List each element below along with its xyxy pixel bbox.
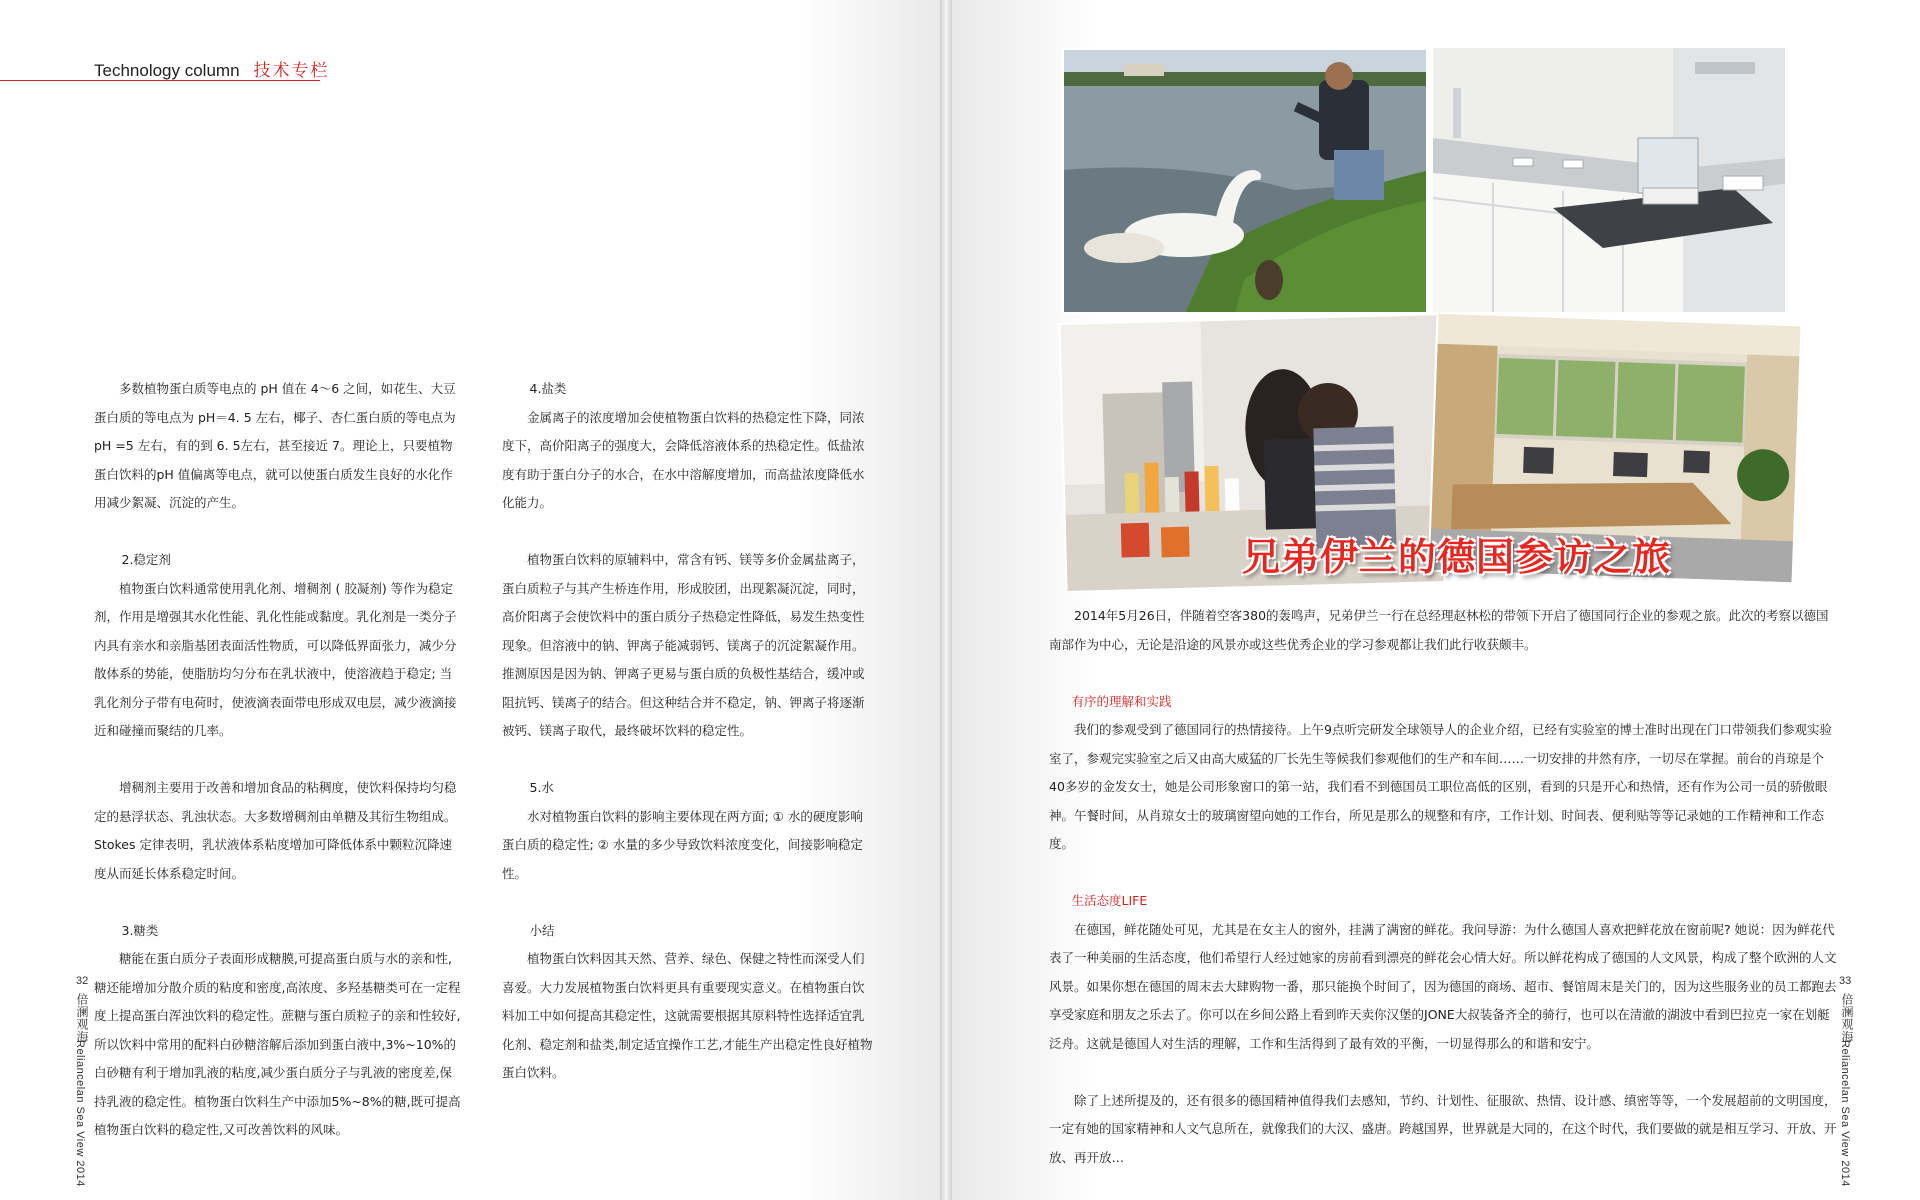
left-column-2 (502, 375, 874, 1088)
paragraph-spacer (1049, 1058, 1839, 1087)
body-paragraph: 我们的参观受到了德国同行的热情接待。上午9点听完研发全球领导人的企业介绍，已经有实验室的博士准时出现在门口带领我们参观实验室了，参观完实验室之后又由高大威猛的厂长先生等候我们参观他们的生产和车间……一切安排的井然有序，一切尽在掌握。前台的肖琼是个40多岁的金发女士，她是公司形象窗口的第一站，我们看不到德国员工职位高低的区别，看到的只是开心和热情，还有作为公司一员的骄傲眼神。午餐时间，从肖琼女士的玻璃窗望向她的工作台，所见是那么的规整和有序，工作计划、时间表、便利贴等等记录她的工作精神和工作态度。 (1049, 722, 1832, 851)
section-heading: 生活态度LIFE (1071, 893, 1148, 908)
side-label-en-left: Reliancelan Sea View 2014 (74, 1040, 86, 1187)
left-column-1 (94, 375, 464, 1145)
paragraph-spacer (1049, 659, 1839, 688)
section-subheading: 2.稳定剂 (121, 552, 171, 567)
left-page (0, 0, 940, 1200)
section-subheading: 5.水 (529, 780, 554, 795)
body-paragraph: 除了上述所提及的，还有很多的德国精神值得我们去感知，节约、计划性、征服欲、热情、设计感、缜密等等，一个发展超前的文明国度，一定有她的国家精神和人文气息所在，就像我们的大汉、盛唐。跨越国界，世界就是大同的，在这个时代，我们要做的就是相互学习、开放、开放、再开放… (1049, 1092, 1837, 1165)
right-page (952, 0, 1920, 1200)
column-header (94, 56, 330, 81)
section-subheading: 小结 (529, 922, 555, 938)
paragraph-spacer (94, 518, 464, 547)
body-paragraph: 植物蛋白饮料因其天然、营养、绿色、保健之特性而深受人们喜爱。大力发展植物蛋白饮料更具有重要现实意义。在植物蛋白饮料加工中如何提高其稳定性，这就需要根据其原料特性选择适宜乳化剂、稳定剂和盐类,制定适宜操作工艺,才能生产出稳定性良好植物蛋白饮料。 (502, 951, 873, 1080)
body-paragraph: 增稠剂主要用于改善和增加食品的粘稠度，使饮料保持均匀稳定的悬浮状态、乳浊状态。大多数增稠剂由单糖及其衍生物组成。Stokes 定律表明，乳状液体系粘度增加可降低体系中颗粒沉降速度从而延长体系稳定时间。 (94, 780, 457, 881)
body-paragraph: 金属离子的浓度增加会使植物蛋白饮料的热稳定性下降，同浓度下，高价阳离子的强度大，会降低溶液体系的热稳定性。低盐浓度有助于蛋白分子的水合，在水中溶解度增加，而高盐浓度降低水化能力。 (502, 409, 865, 510)
body-paragraph: 在德国，鲜花随处可见，尤其是在女主人的窗外，挂满了满窗的鲜花。我问导游：为什么德国人喜欢把鲜花放在窗前呢? 她说：因为鲜花代表了一种美丽的生活态度，他们希望行人经过她家的房前看到漂亮的鲜花会心情大好。所以鲜花构成了德国的人文风景，构成了整个欧洲的人文风景。如果你想在德国的周末去大肆购物一番，那只能换个时间了，因为德国的商场、超市、餐馆周末是关门的，因为这些服务业的员工都跑去享受家庭和朋友之乐去了。你可以在乡间公路上看到昨天卖你汉堡的JONE大叔装备齐全的骑行，也可以在清澈的湖波中看到巴拉克一家在划艇泛舟。这就是德国人对生活的理解，工作和生活得到了最有效的平衡，一切显得那么的和谐和安宁。 (1049, 921, 1837, 1051)
paragraph-spacer (502, 518, 874, 547)
body-paragraph: 多数植物蛋白质等电点的 pH 值在 4～6 之间，如花生、大豆蛋白质的等电点为 pH＝4. 5 左右，椰子、杏仁蛋白质的等电点为 pH =5 左右，有的到 6. 5左右，甚至接近 7。理论上，只要植物蛋白饮料的pH 值偏离等电点，就可以使蛋白质发生良好的水化作用减少絮凝、沉淀的产生。 (94, 381, 456, 510)
body-paragraph: 2014年5月26日，伴随着空客380的轰鸣声，兄弟伊兰一行在总经理赵林松的带领下开启了德国同行企业的参观之旅。此次的考察以德国南部作为中心，无论是沿途的风景亦或这些优秀企业的学习参观都让我们此行收获颇丰。 (1049, 608, 1829, 652)
section-heading: 有序的理解和实践 (1071, 693, 1172, 709)
section-subheading: 3.糖类 (121, 922, 159, 938)
paragraph-spacer (94, 746, 464, 775)
body-paragraph: 植物蛋白饮料通常使用乳化剂、增稠剂 ( 胶凝剂) 等作为稳定剂，作用是增强其水化性能、乳化性能或黏度。乳化剂是一类分子内具有亲水和亲脂基团表面活性物质，可以降低界面张力，减少分散体系的势能，使脂肪均匀分布在乳状液中，使溶液趋于稳定; 当乳化剂分子带有电荷时，使液滴表面带电形成双电层，减少液滴接近和碰撞而聚结的几率。 (94, 580, 457, 738)
laboratory-image (1433, 48, 1787, 314)
body-paragraph: 水对植物蛋白饮料的影响主要体现在两方面; ① 水的硬度影响蛋白质的稳定性; ② 水量的多少导致饮料浓度变化，间接影响稳定性。 (502, 808, 863, 881)
spine-gutter (940, 0, 952, 1200)
header-title-en: Technology column (94, 61, 240, 80)
body-paragraph: 植物蛋白饮料的原辅料中，常含有钙、镁等多价金属盐离子，蛋白质粒子与其产生桥连作用，形成胶团，出现絮凝沉淀，同时，高价阳离子会使饮料中的蛋白质分子热稳定性降低，易发生热变性现象。但溶液中的钠、钾离子能减弱钙、镁离子的沉淀絮凝作用。推测原因是因为钠、钾离子更易与蛋白质的负极性基结合，缓冲或阻抗钙、镁离子的结合。但这种结合并不稳定，钠、钾离子将逐渐被钙、镁离子取代，最终破坏饮料的稳定性。 (502, 552, 865, 738)
side-label-zh-right: 倍澜观海 (1840, 993, 1854, 1043)
side-label-en-right: Reliancelan Sea View 2014 (1839, 1040, 1851, 1187)
photo-swan-lake (1062, 48, 1428, 314)
paragraph-spacer (502, 888, 874, 917)
swan-lake-image (1064, 50, 1428, 314)
paragraph-spacer (94, 888, 464, 917)
header-title-zh: 技术专栏 (253, 61, 330, 81)
page-number-right: 33 (1839, 975, 1852, 987)
paragraph-spacer (502, 746, 874, 775)
body-paragraph: 糖能在蛋白质分子表面形成糖膜,可提高蛋白质与水的亲和性,糖还能增加分散介质的粘度和密度,高浓度、多羟基糖类可在一定程度上提高蛋白浑浊饮料的稳定性。蔗糖与蛋白质粒子的亲和性较好,所以饮料中常用的配料白砂糖溶解后添加到蛋白液中,3%~10%的白砂糖有利于增加乳液的粘度,减少蛋白质分子与乳液的密度差,保持乳液的稳定性。植物蛋白饮料生产中添加5%~8%的糖,既可提高植物蛋白饮料的稳定性,又可改善饮料的风味。 (94, 951, 461, 1137)
photo-laboratory (1431, 46, 1787, 314)
right-article-body (1049, 602, 1839, 1172)
side-label-zh-left: 倍澜观海 (75, 993, 89, 1043)
paragraph-spacer (1049, 859, 1839, 888)
page-number-left: 32 (76, 975, 89, 987)
section-subheading: 4.盐类 (529, 381, 567, 396)
article-title: 兄弟伊兰的德国参访之旅 (1242, 535, 1672, 579)
